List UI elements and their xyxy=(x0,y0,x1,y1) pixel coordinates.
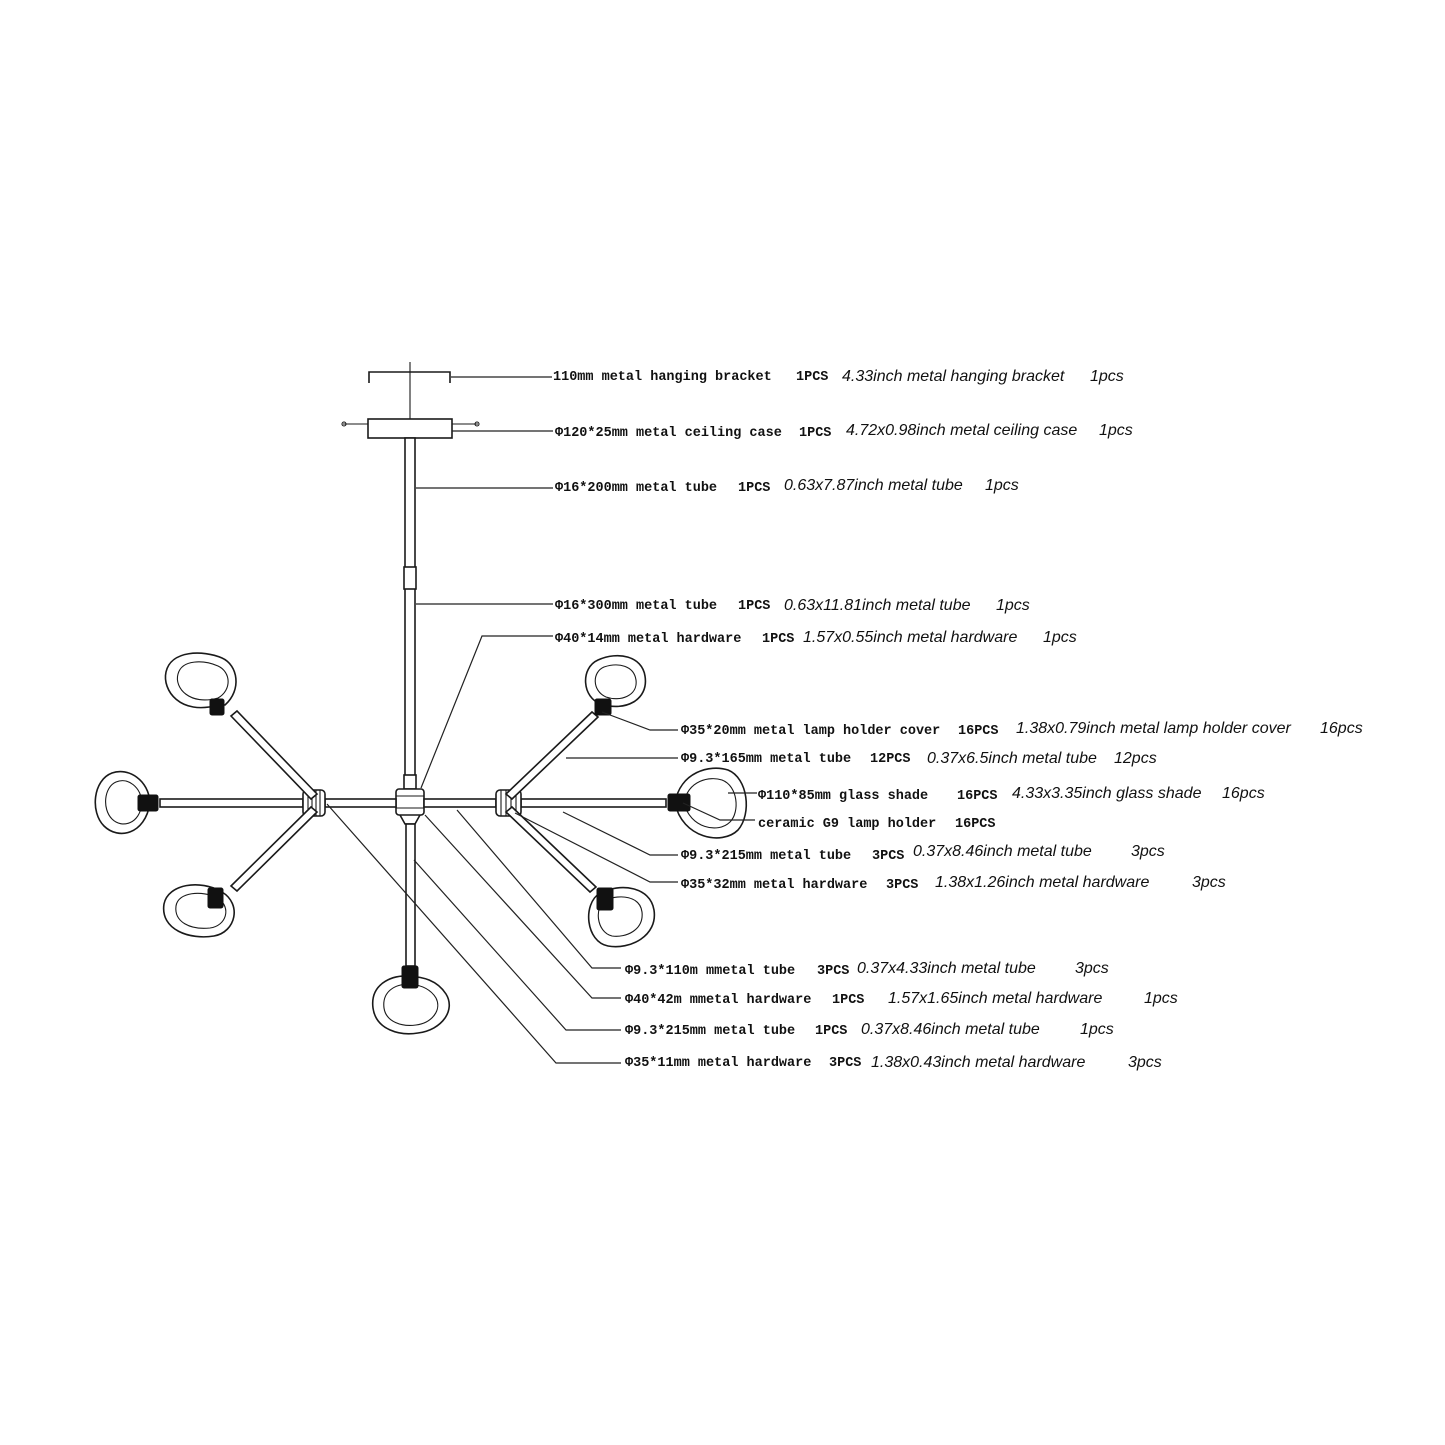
qty-tube-165: 12PCS xyxy=(870,752,911,767)
inch-tube-110: 0.37x4.33inch metal tube xyxy=(857,960,1036,977)
shade-upper-left xyxy=(165,653,236,715)
ceiling-case xyxy=(368,419,452,438)
qty-tube-300: 1PCS xyxy=(738,599,771,614)
inch-hw-35x11: 1.38x0.43inch metal hardware xyxy=(871,1054,1086,1071)
inch-hw-40x14: 1.57x0.55inch metal hardware xyxy=(803,629,1018,646)
inch-tube-215b: 0.37x8.46inch metal tube xyxy=(861,1021,1040,1038)
pcs-tube-215a: 3pcs xyxy=(1131,843,1165,860)
inch-tube-165: 0.37x6.5inch metal tube xyxy=(927,750,1097,767)
rod-collar xyxy=(404,775,416,789)
spec-tube-215a: Φ9.3*215mm metal tube xyxy=(681,849,852,864)
qty-tube-200: 1PCS xyxy=(738,481,771,496)
rod-joint xyxy=(404,567,416,589)
arm-lower-right xyxy=(506,807,596,892)
callout-labels xyxy=(553,368,1363,1071)
qty-hw-35x11: 3PCS xyxy=(829,1056,862,1071)
leader-lines xyxy=(327,377,757,1063)
shade-right xyxy=(668,768,746,838)
inch-holder-cover: 1.38x0.79inch metal lamp holder cover xyxy=(1016,720,1291,737)
leader-hw-40x14 xyxy=(421,636,553,788)
shade-lower-left xyxy=(164,885,235,937)
spec-g9-holder: ceramic G9 lamp holder xyxy=(758,817,937,832)
shade-lower-right xyxy=(589,888,655,947)
leader-tube-215a xyxy=(563,812,678,855)
spec-hw-40x42: Φ40*42m mmetal hardware xyxy=(625,993,812,1008)
qty-tube-215a: 3PCS xyxy=(872,849,905,864)
inch-hw-35x32: 1.38x1.26inch metal hardware xyxy=(935,874,1150,891)
qty-holder-cover: 16PCS xyxy=(958,724,999,739)
pcs-holder-cover: 16pcs xyxy=(1320,720,1363,737)
pcs-hw-35x11: 3pcs xyxy=(1128,1054,1162,1071)
inch-tube-200: 0.63x7.87inch metal tube xyxy=(784,477,963,494)
leader-hw-40x42 xyxy=(425,815,621,998)
pcs-tube-200: 1pcs xyxy=(985,477,1019,494)
qty-tube-215b: 1PCS xyxy=(815,1024,848,1039)
spec-holder-cover: Φ35*20mm metal lamp holder cover xyxy=(681,724,941,739)
shade-bottom xyxy=(373,966,450,1034)
qty-hw-40x14: 1PCS xyxy=(762,632,795,647)
qty-glass-shade: 16PCS xyxy=(957,789,998,804)
arm-upper-right xyxy=(506,712,598,799)
shade-left xyxy=(95,772,158,834)
spec-hw-35x32: Φ35*32mm metal hardware xyxy=(681,878,868,893)
pcs-ceiling-case: 1pcs xyxy=(1099,422,1133,439)
qty-bracket: 1PCS xyxy=(796,370,829,385)
spec-hw-40x14: Φ40*14mm metal hardware xyxy=(555,632,742,647)
inch-ceiling-case: 4.72x0.98inch metal ceiling case xyxy=(846,422,1078,439)
arm-right-inner xyxy=(424,799,496,807)
central-hub xyxy=(396,789,424,815)
arm-upper-left xyxy=(231,711,317,799)
qty-hw-40x42: 1PCS xyxy=(832,993,865,1008)
leader-holder-cover xyxy=(602,712,678,730)
spec-hw-35x11: Φ35*11mm metal hardware xyxy=(625,1056,812,1071)
pcs-tube-215b: 1pcs xyxy=(1080,1021,1114,1038)
pcs-bracket: 1pcs xyxy=(1090,368,1124,385)
qty-ceiling-case: 1PCS xyxy=(799,426,832,441)
qty-tube-110: 3PCS xyxy=(817,964,850,979)
spec-glass-shade: Φ110*85mm glass shade xyxy=(758,789,929,804)
spec-bracket: 110mm metal hanging bracket xyxy=(553,370,772,385)
pcs-tube-165: 12pcs xyxy=(1114,750,1157,767)
pcs-tube-300: 1pcs xyxy=(996,597,1030,614)
pcs-hw-35x32: 3pcs xyxy=(1192,874,1226,891)
leader-hw-35x11 xyxy=(327,804,621,1063)
spec-tube-200: Φ16*200mm metal tube xyxy=(555,481,718,496)
arm-lower-left xyxy=(231,807,317,891)
pcs-tube-110: 3pcs xyxy=(1075,960,1109,977)
arm-right-outer xyxy=(521,799,666,807)
arm-left-inner xyxy=(325,799,396,807)
inch-bracket: 4.33inch metal hanging bracket xyxy=(842,368,1065,385)
spec-tube-215b: Φ9.3*215mm metal tube xyxy=(625,1024,796,1039)
pcs-glass-shade: 16pcs xyxy=(1222,785,1265,802)
pcs-hw-40x14: 1pcs xyxy=(1043,629,1077,646)
inch-hw-40x42: 1.57x1.65inch metal hardware xyxy=(888,990,1103,1007)
shade-upper-right xyxy=(586,656,646,715)
spec-tube-110: Φ9.3*110m mmetal tube xyxy=(625,964,796,979)
pcs-hw-40x42: 1pcs xyxy=(1144,990,1178,1007)
down-rod xyxy=(405,438,415,783)
leader-hw-35x32 xyxy=(515,813,678,882)
spec-tube-165: Φ9.3*165mm metal tube xyxy=(681,752,852,767)
chandelier-drawing xyxy=(95,362,746,1034)
arm-left-outer xyxy=(160,799,303,807)
spec-ceiling-case: Φ120*25mm metal ceiling case xyxy=(555,426,782,441)
spec-tube-300: Φ16*300mm metal tube xyxy=(555,599,718,614)
inch-glass-shade: 4.33x3.35inch glass shade xyxy=(1012,785,1202,802)
inch-tube-300: 0.63x11.81inch metal tube xyxy=(784,597,971,614)
inch-tube-215a: 0.37x8.46inch metal tube xyxy=(913,843,1092,860)
qty-hw-35x32: 3PCS xyxy=(886,878,919,893)
qty-g9-holder: 16PCS xyxy=(955,817,996,832)
